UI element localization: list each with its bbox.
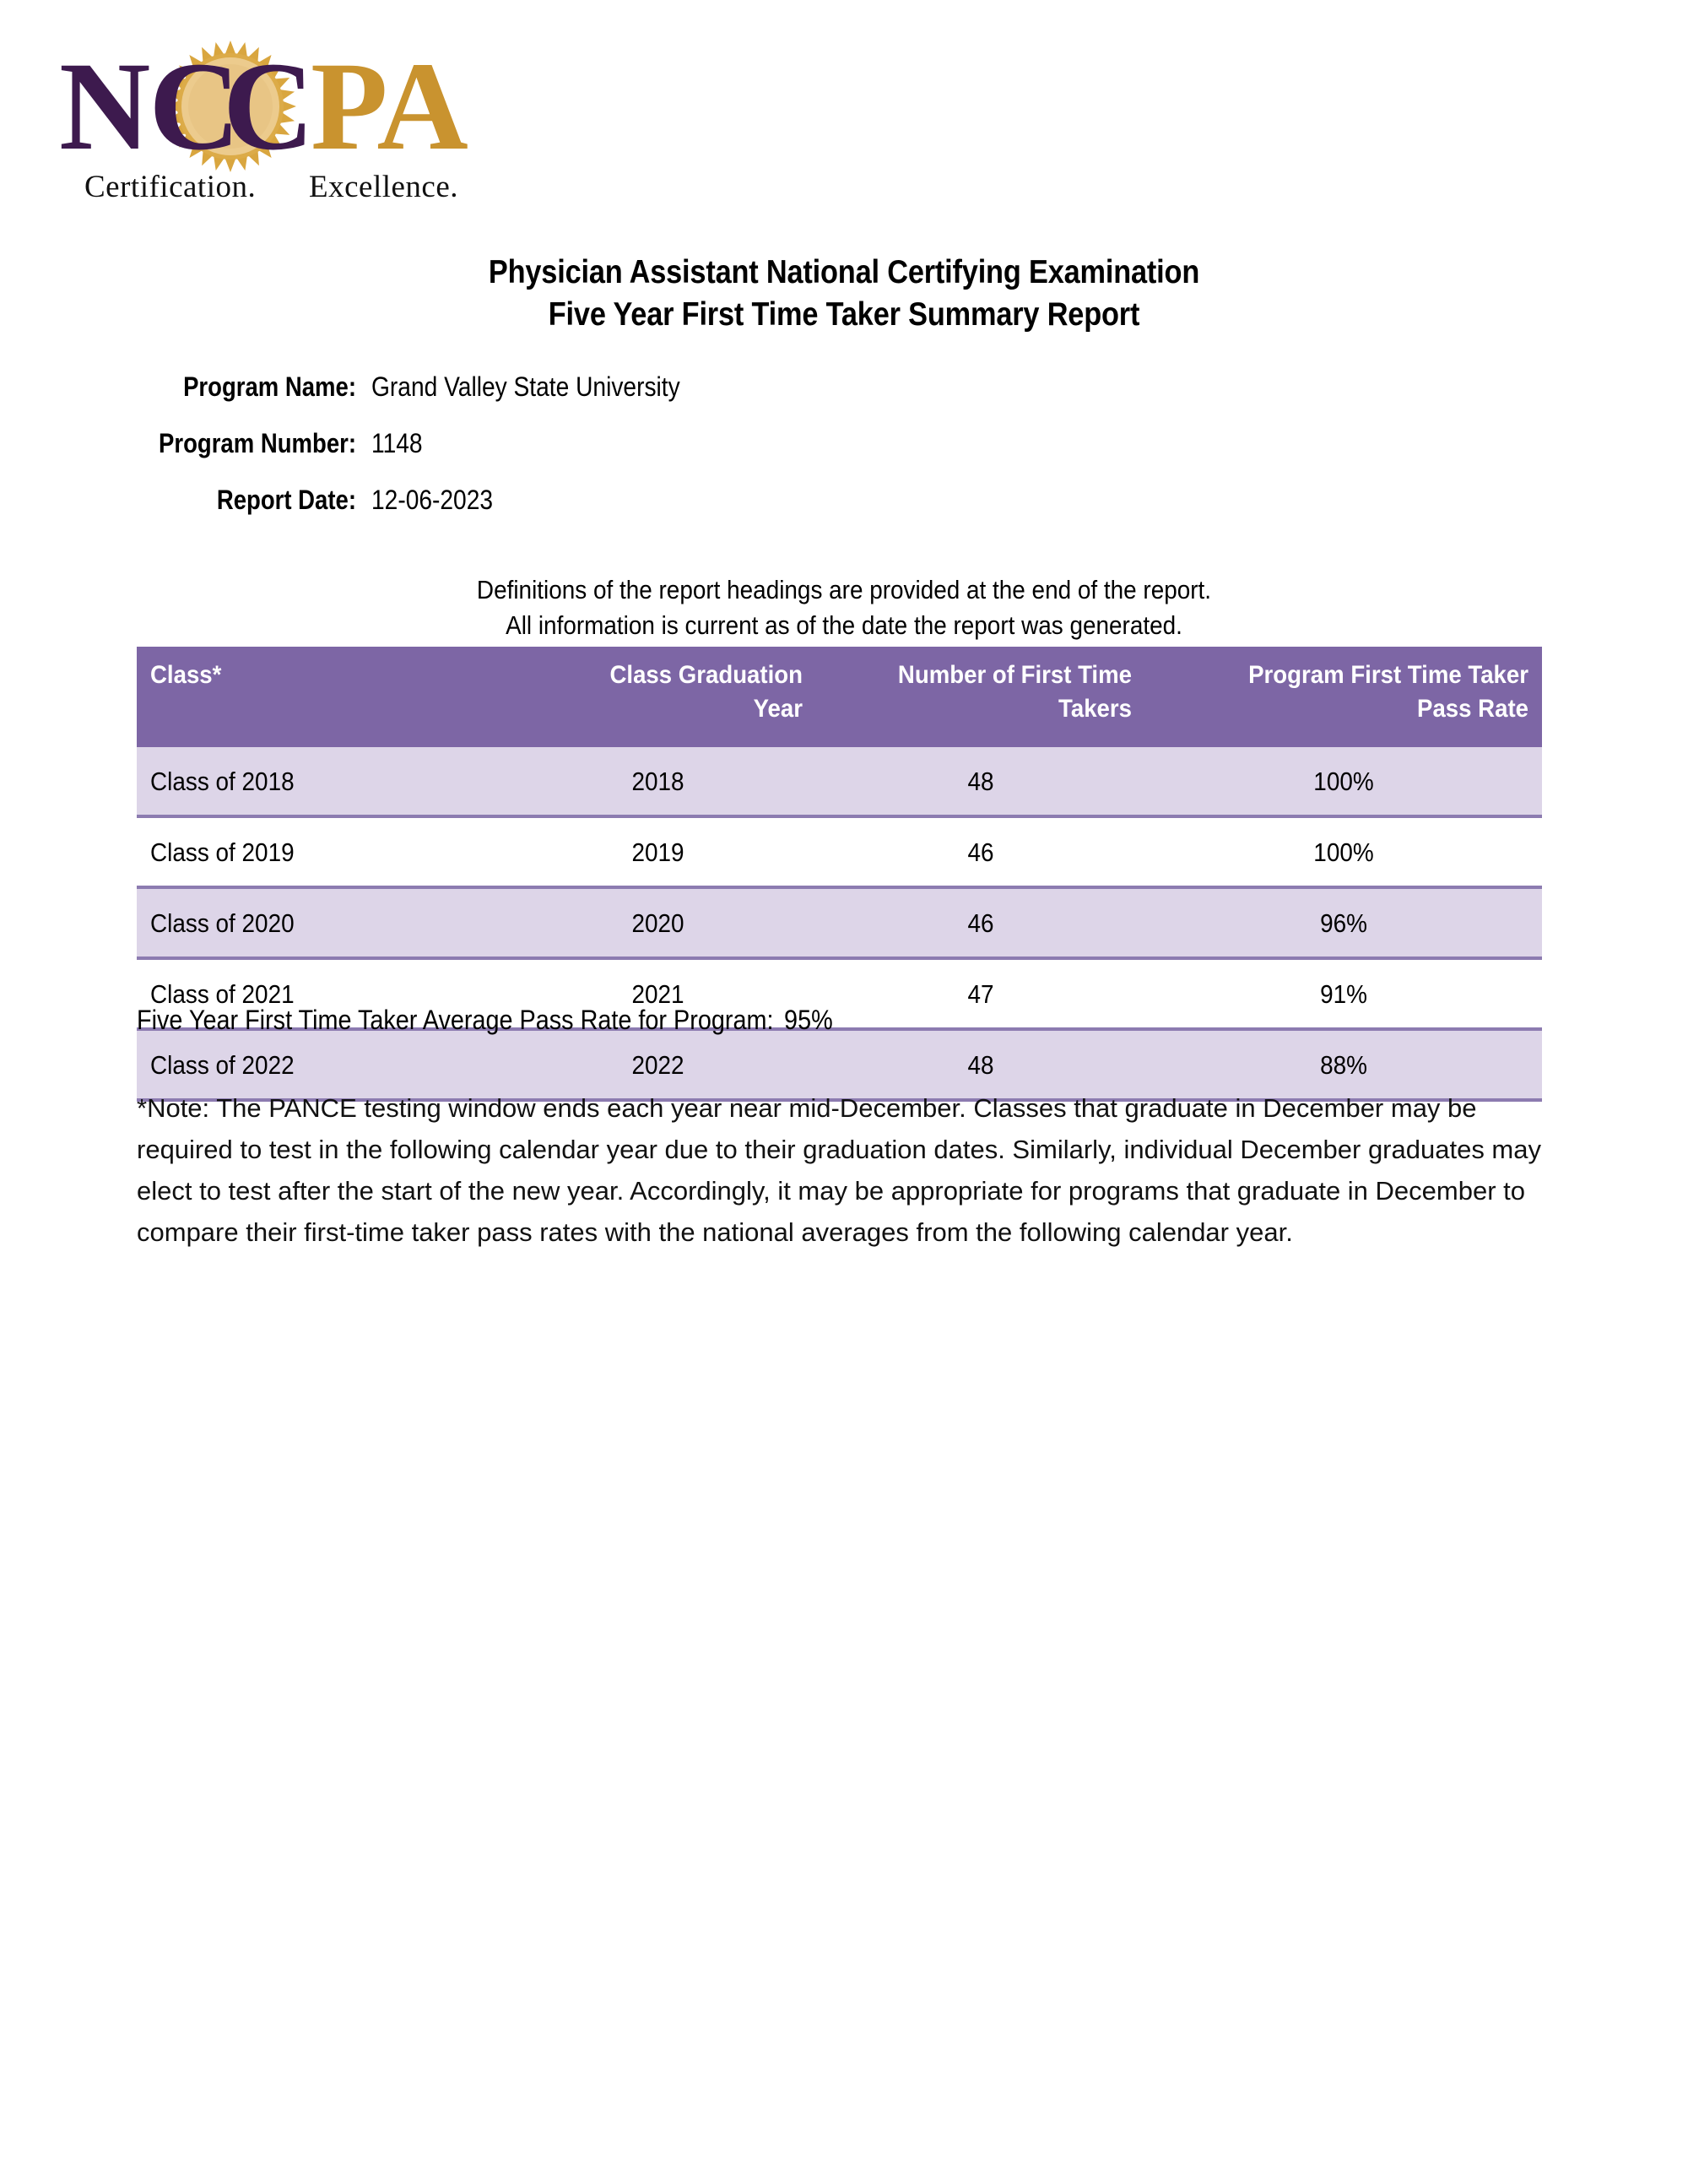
cell-pass-rate-text: 100% <box>1313 766 1374 796</box>
cell-takers <box>816 958 1145 1029</box>
cell-pass-rate-text: 96% <box>1320 908 1367 938</box>
svg-text:NC: NC <box>59 41 239 176</box>
page-title <box>101 252 1587 336</box>
column-header-graduation-year <box>500 647 816 747</box>
logo-tagline <box>57 169 496 211</box>
cell-pass-rate <box>1145 887 1542 958</box>
table-row <box>137 887 1542 958</box>
cell-grad-year <box>500 747 816 816</box>
cell-takers-text: 46 <box>967 837 994 867</box>
nccpa-logo <box>57 41 496 218</box>
column-header-first-time-takers-line2: Takers <box>1058 694 1132 723</box>
cell-grad-year-text: 2021 <box>631 978 684 1009</box>
svg-text:C: C <box>223 41 315 176</box>
program-number-value: 1148 <box>371 428 423 458</box>
cell-class-text: Class of 2020 <box>150 908 295 938</box>
cell-grad-year-text: 2018 <box>631 766 684 796</box>
svg-text:PA: PA <box>311 41 467 176</box>
cell-class <box>137 747 500 816</box>
definitions-note-line1: Definitions of the report headings are provided at the end of the report. <box>476 575 1212 604</box>
column-header-pass-rate <box>1145 647 1542 747</box>
cell-pass-rate <box>1145 958 1542 1029</box>
definitions-note-line2: All information is current as of the date the report was generated. <box>506 610 1182 640</box>
table-body <box>137 747 1542 1100</box>
page-title-line1: Physician Assistant National Certifying Examination <box>488 254 1200 291</box>
cell-class <box>137 887 500 958</box>
average-pass-rate-label: Five Year First Time Taker Average Pass Rate for Program: <box>137 1005 774 1035</box>
report-date-row <box>0 485 1182 541</box>
table-row <box>137 747 1542 816</box>
average-pass-rate-line <box>137 1005 833 1036</box>
column-header-class-line1: Class* <box>150 661 222 689</box>
cell-pass-rate-text: 100% <box>1313 837 1374 867</box>
cell-class-text: Class of 2022 <box>150 1049 295 1080</box>
report-date-label: Report Date: <box>216 485 356 515</box>
nccpa-wordmark-icon <box>57 41 496 176</box>
cell-class-text: Class of 2021 <box>150 978 295 1009</box>
cell-takers-text: 47 <box>967 978 994 1009</box>
cell-takers <box>816 816 1145 887</box>
program-number-label: Program Number: <box>159 428 356 458</box>
program-info-block <box>0 371 1182 541</box>
program-name-label: Program Name: <box>183 371 356 402</box>
program-number-row <box>0 428 1182 485</box>
column-header-first-time-takers <box>816 647 1145 747</box>
cell-pass-rate-text: 91% <box>1320 978 1367 1009</box>
cell-pass-rate <box>1145 816 1542 887</box>
table-row <box>137 816 1542 887</box>
logo-tagline-left: Certification. <box>84 170 257 204</box>
table-header <box>137 647 1542 747</box>
cell-pass-rate-text: 88% <box>1320 1049 1367 1080</box>
column-header-pass-rate-line1: Program First Time Taker <box>1248 661 1528 689</box>
cell-grad-year <box>500 816 816 887</box>
report-date-value: 12-06-2023 <box>371 485 494 515</box>
program-name-row <box>0 371 1182 428</box>
column-header-first-time-takers-line1: Number of First Time <box>897 661 1132 689</box>
logo-tagline-right: Excellence. <box>309 170 459 204</box>
cell-takers <box>816 887 1145 958</box>
column-header-class <box>137 647 500 747</box>
cell-takers <box>816 747 1145 816</box>
page-title-line2: Five Year First Time Taker Summary Report <box>548 296 1140 333</box>
average-pass-rate-value: 95% <box>784 1005 833 1035</box>
cell-grad-year-text: 2019 <box>631 837 684 867</box>
column-header-graduation-year-line2: Year <box>753 694 803 723</box>
column-header-pass-rate-line2: Pass Rate <box>1417 694 1528 723</box>
table-header-row <box>137 647 1542 747</box>
cell-takers-text: 48 <box>967 1049 994 1080</box>
cell-class <box>137 816 500 887</box>
definitions-note <box>84 572 1604 642</box>
cell-grad-year-text: 2022 <box>631 1049 684 1080</box>
footnote-paragraph: *Note: The PANCE testing window ends each year near mid-December. Classes that graduate in December may be required to test in the following calendar year due to their graduation dates. Similarly, individual December graduates may elect to test after the start of the new year. Accordingly, it may be appropriate for programs that graduate in December to compare their first-time taker pass rates with the national averages from the following calendar year. <box>137 1093 1541 1247</box>
column-header-graduation-year-line1: Class Graduation <box>609 661 803 689</box>
cell-grad-year <box>500 887 816 958</box>
cell-class-text: Class of 2018 <box>150 766 295 796</box>
cell-class-text: Class of 2019 <box>150 837 295 867</box>
cell-pass-rate <box>1145 747 1542 816</box>
cell-grad-year-text: 2020 <box>631 908 684 938</box>
cell-takers-text: 46 <box>967 908 994 938</box>
program-name-value: Grand Valley State University <box>371 371 680 402</box>
cell-takers-text: 48 <box>967 766 994 796</box>
